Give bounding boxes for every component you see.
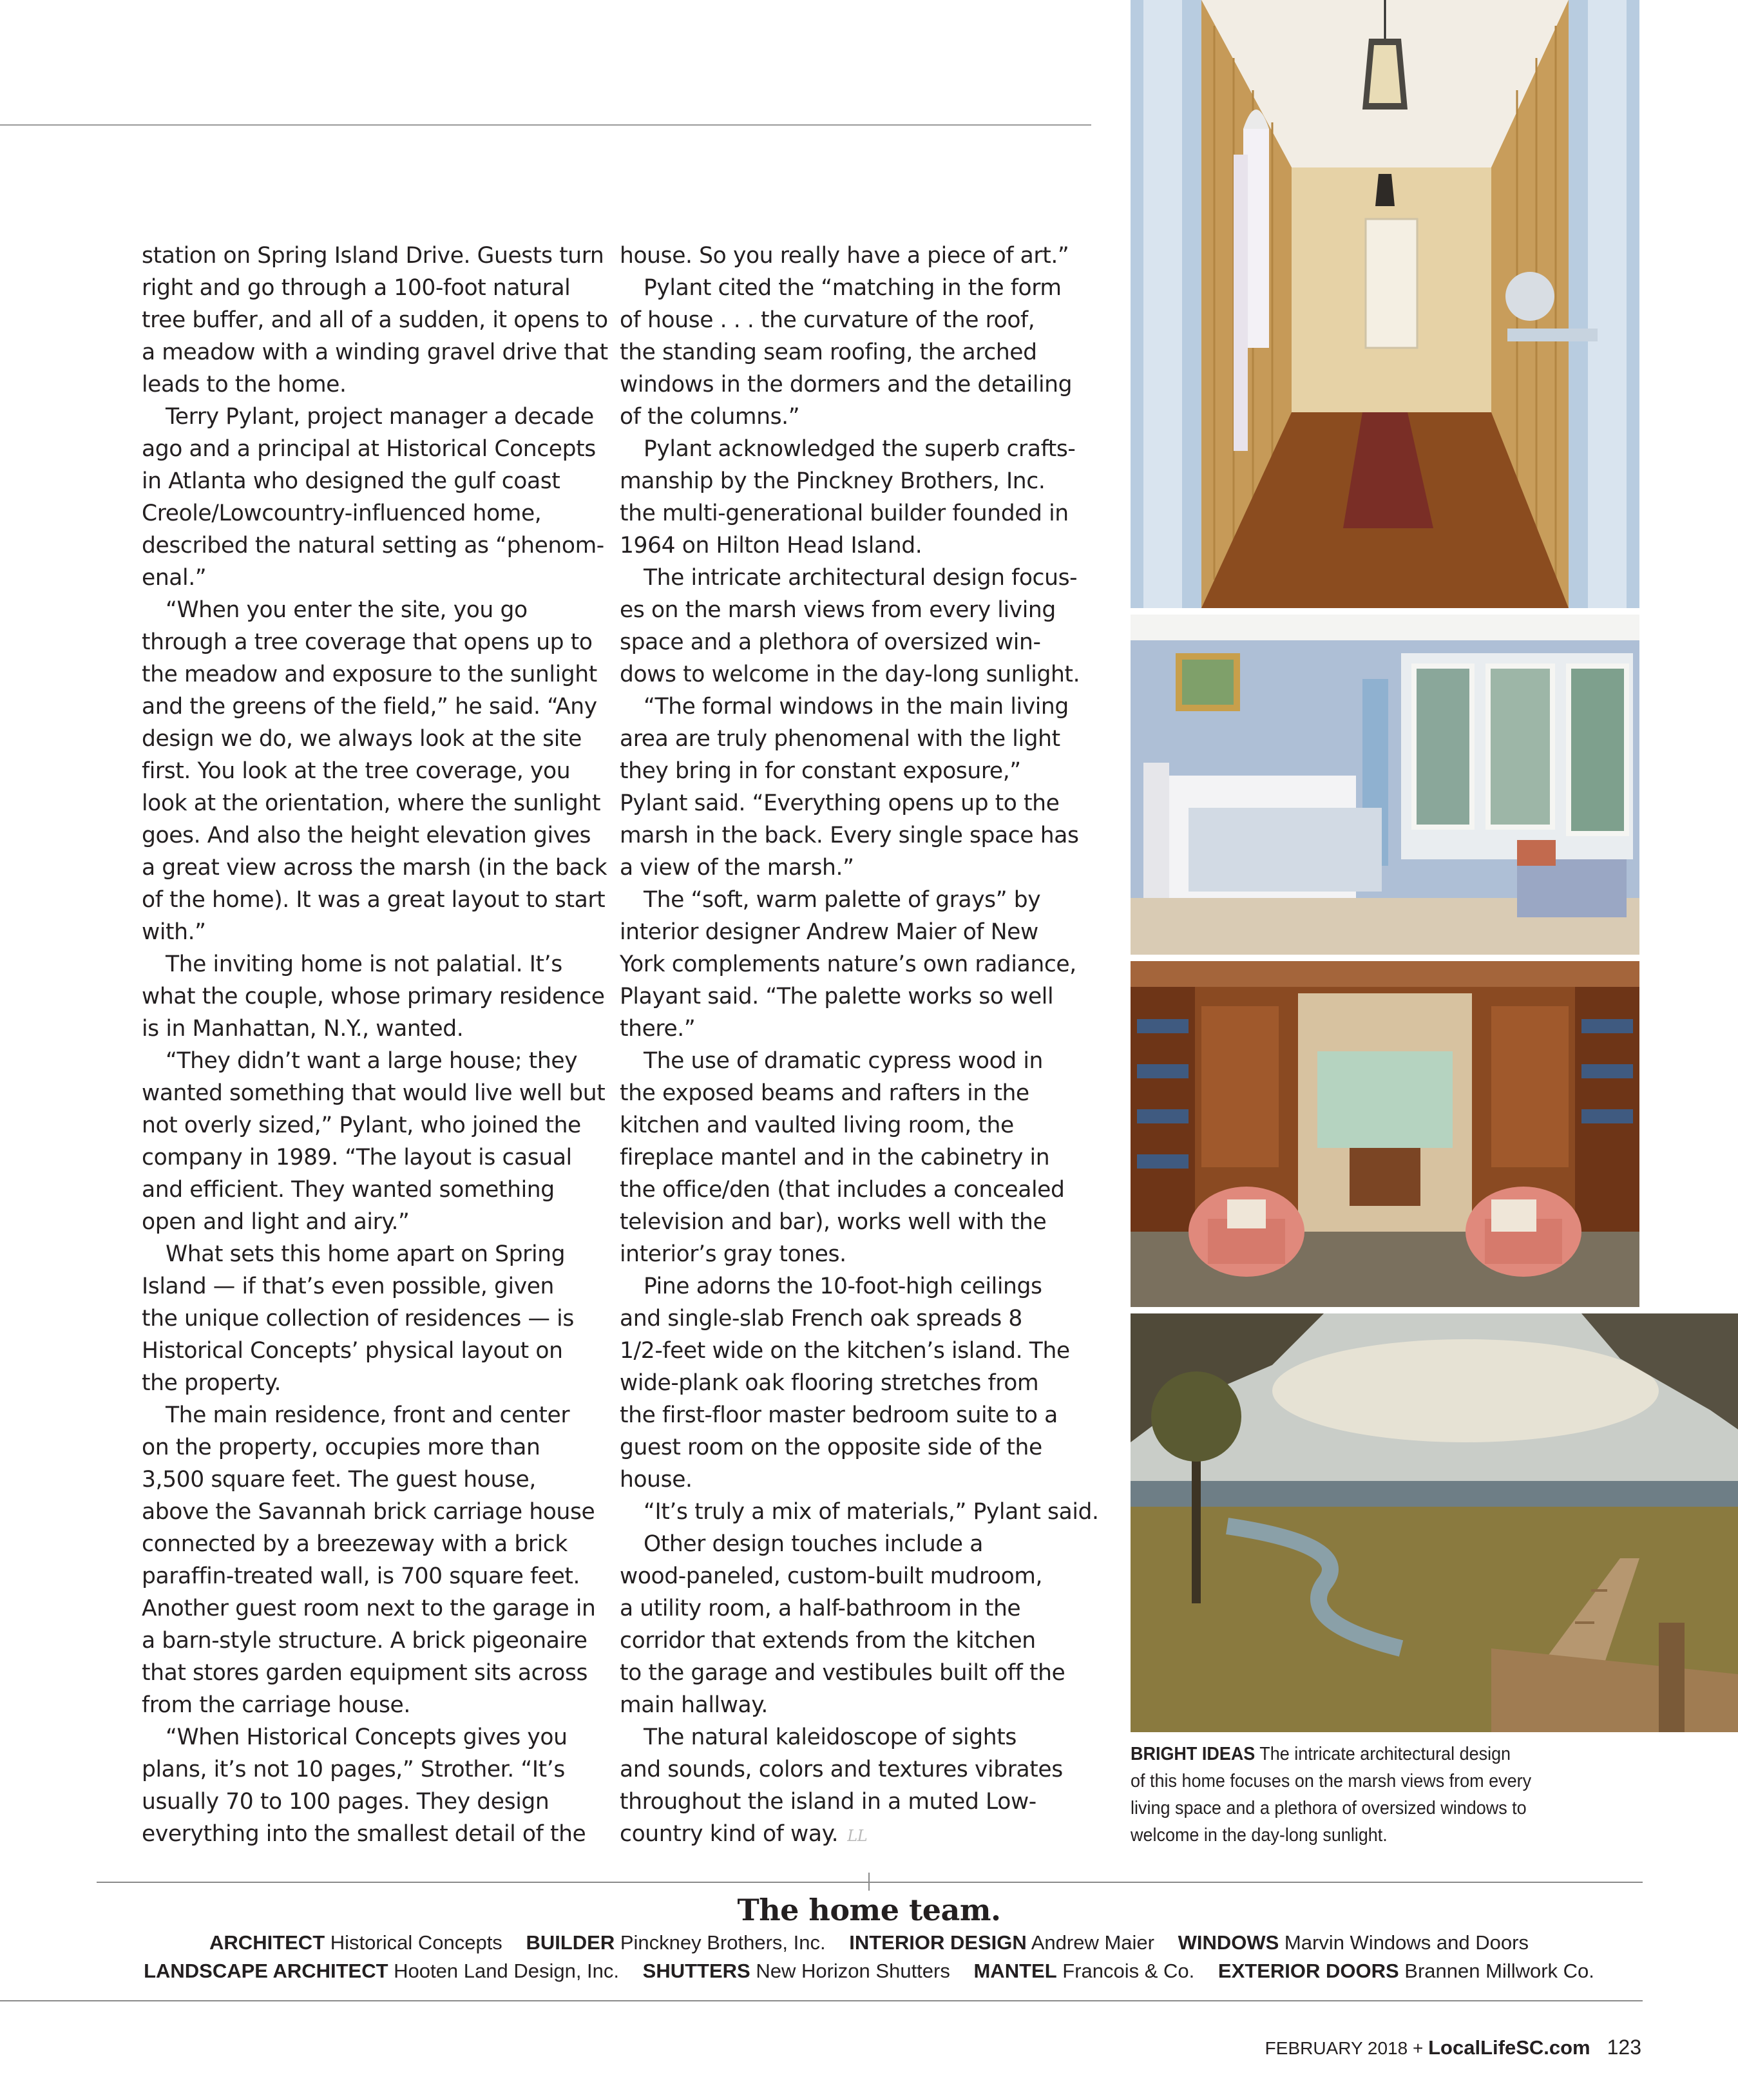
hallway-photo (1131, 0, 1639, 608)
article-line: “The formal windows in the main living (644, 694, 1069, 720)
article-line: Other design touches include a (644, 1531, 983, 1557)
article-line: everything into the smallest detail of the (142, 1821, 586, 1847)
article-line: and sounds, colors and textures vibrates (620, 1757, 1063, 1782)
article-line: a barn-style structure. A brick pigeonaire (142, 1628, 587, 1654)
article-line: Creole/Lowcountry-influenced home, (142, 501, 542, 526)
article-line: above the Savannah brick carriage house (142, 1499, 595, 1525)
credit-architect: ARCHITECT Historical Concepts (209, 1931, 502, 1954)
article-line: wanted something that would live well but (142, 1080, 606, 1106)
article-line: there.” (620, 1016, 696, 1042)
article-column-1 (142, 240, 606, 1850)
article-line: first. You look at the tree coverage, you (142, 758, 571, 784)
article-line: The natural kaleidoscope of sights (644, 1724, 1017, 1750)
article-line: What sets this home apart on Spring (166, 1241, 566, 1267)
article-line: the exposed beams and rafters in the (620, 1080, 1029, 1106)
article-line: design we do, we always look at the site (142, 726, 582, 752)
top-rule (0, 124, 1091, 126)
credit-windows: WINDOWS Marvin Windows and Doors (1178, 1931, 1529, 1954)
caption-line: of this home focuses on the marsh views from every (1131, 1771, 1532, 1791)
article-line: plans, it’s not 10 pages,” Strother. “It’s (142, 1757, 565, 1782)
article-line: through a tree coverage that opens up to (142, 629, 593, 655)
article-line: open and light and airy.” (142, 1209, 410, 1235)
article-line: a meadow with a winding gravel drive that (142, 339, 608, 365)
article-line: Pylant said. “Everything opens up to the (620, 790, 1060, 816)
article-line: guest room on the opposite side of the (620, 1435, 1042, 1460)
page-number: 123 (1607, 2036, 1641, 2059)
caption-line: living space and a plethora of oversized windows to (1131, 1798, 1527, 1818)
article-line: space and a plethora of oversized win- (620, 629, 1041, 655)
article-line: Terry Pylant, project manager a decade (166, 404, 594, 430)
article-line: the meadow and exposure to the sunlight (142, 662, 597, 687)
article-line: “It’s truly a mix of materials,” Pylant said. (644, 1499, 1099, 1525)
bottom-rule (0, 2000, 1643, 2001)
article-line: Historical Concepts’ physical layout on (142, 1338, 563, 1364)
article-line: station on Spring Island Drive. Guests turn (142, 243, 604, 269)
article-line: area are truly phenomenal with the light (620, 726, 1060, 752)
article-line: of house . . . the curvature of the roof, (620, 307, 1035, 333)
article-line: manship by the Pinckney Brothers, Inc. (620, 468, 1046, 494)
article-line: es on the marsh views from every living (620, 597, 1056, 623)
end-mark-icon: LL (847, 1827, 868, 1845)
article-line: right and go through a 100-foot natural (142, 275, 571, 301)
home-team-row-2 (0, 1960, 1738, 1983)
credit-mantel: MANTEL Francois & Co. (973, 1960, 1195, 1982)
article-line: corridor that extends from the kitchen (620, 1628, 1036, 1654)
article-line: “When Historical Concepts gives you (166, 1724, 568, 1750)
site-link[interactable]: LocalLifeSC.com (1428, 2036, 1590, 2059)
article-line: ago and a principal at Historical Concepts (142, 436, 596, 462)
article-line: throughout the island in a muted Low- (620, 1789, 1036, 1815)
credit-interior-design: INTERIOR DESIGN Andrew Maier (849, 1931, 1154, 1954)
article-line: house. So you really have a piece of art.” (620, 243, 1069, 269)
article-line: is in Manhattan, N.Y., wanted. (142, 1016, 464, 1042)
article-line: interior’s gray tones. (620, 1241, 846, 1267)
article-line: “They didn’t want a large house; they (166, 1048, 578, 1074)
article-line: that stores garden equipment sits across (142, 1660, 588, 1686)
article-line: the property. (142, 1370, 282, 1396)
article-line: house. (620, 1467, 692, 1493)
article-line: interior designer Andrew Maier of New (620, 919, 1038, 945)
article-line: marsh in the back. Every single space has (620, 823, 1079, 848)
article-line: country kind of way. LL (620, 1821, 868, 1847)
den-photo (1131, 961, 1639, 1307)
article-line: The “soft, warm palette of grays” by (644, 887, 1041, 913)
article-line: The intricate architectural design focus- (644, 565, 1078, 591)
article-line: York complements nature’s own radiance, (620, 951, 1076, 977)
article-line: tree buffer, and all of a sudden, it opens to (142, 307, 608, 333)
article-line: Pine adorns the 10-foot-high ceilings (644, 1274, 1042, 1299)
article-line: “When you enter the site, you go (166, 597, 528, 623)
article-line: the standing seam roofing, the arched (620, 339, 1037, 365)
page-footer (1265, 2036, 1641, 2059)
credit-shutters: SHUTTERS New Horizon Shutters (642, 1960, 950, 1982)
article-line: the unique collection of residences — is (142, 1306, 574, 1332)
article-line: television and bar), works well with the (620, 1209, 1047, 1235)
article-line: 1/2-feet wide on the kitchen’s island. The (620, 1338, 1070, 1364)
article-line: connected by a breezeway with a brick (142, 1531, 568, 1557)
caption-line: welcome in the day-long sunlight. (1131, 1825, 1388, 1846)
article-line: the office/den (that includes a concealed (620, 1177, 1065, 1203)
article-line: with.” (142, 919, 206, 945)
caption-head: BRIGHT IDEAS (1131, 1744, 1256, 1764)
article-line: Pylant acknowledged the superb crafts- (644, 436, 1076, 462)
article-line: kitchen and vaulted living room, the (620, 1112, 1014, 1138)
article-column-2 (620, 240, 1099, 1852)
credit-builder: BUILDER Pinckney Brothers, Inc. (526, 1931, 826, 1954)
article-line: dows to welcome in the day-long sunlight. (620, 662, 1080, 687)
article-line: look at the orientation, where the sunlight (142, 790, 601, 816)
article-line: and efficient. They wanted something (142, 1177, 555, 1203)
issue-date: FEBRUARY 2018 + (1265, 2038, 1429, 2058)
home-team-title: The home team. (737, 1893, 1001, 1927)
article-line: and the greens of the field,” he said. “Any (142, 694, 597, 720)
article-line: the multi-generational builder founded in (620, 501, 1069, 526)
article-line: a utility room, a half-bathroom in the (620, 1596, 1021, 1621)
article-line: of the home). It was a great layout to start (142, 887, 606, 913)
article-line: The inviting home is not palatial. It’s (166, 951, 562, 977)
bedroom-photo (1131, 615, 1639, 955)
credit-landscape-architect: LANDSCAPE ARCHITECT Hooten Land Design, Inc. (144, 1960, 620, 1982)
article-line: goes. And also the height elevation gives (142, 823, 591, 848)
article-line: from the carriage house. (142, 1692, 410, 1718)
home-team-row-1 (0, 1931, 1738, 1954)
article-line: the first-floor master bedroom suite to a (620, 1402, 1058, 1428)
article-line: Pylant cited the “matching in the form (644, 275, 1062, 301)
article-line: company in 1989. “The layout is casual (142, 1145, 572, 1170)
marsh-photo (1131, 1313, 1738, 1732)
credit-exterior-doors: EXTERIOR DOORS Brannen Millwork Co. (1218, 1960, 1594, 1982)
caption-line: The intricate architectural design (1255, 1744, 1511, 1764)
article-line: described the natural setting as “phenom- (142, 533, 604, 558)
article-line: The use of dramatic cypress wood in (644, 1048, 1044, 1074)
article-line: main hallway. (620, 1692, 768, 1718)
home-team-rule (97, 1882, 1643, 1883)
article-line: wood-paneled, custom-built mudroom, (620, 1563, 1043, 1589)
article-line: fireplace mantel and in the cabinetry in (620, 1145, 1050, 1170)
article-line: a view of the marsh.” (620, 855, 854, 881)
article-line: in Atlanta who designed the gulf coast (142, 468, 560, 494)
article-line: Island — if that’s even possible, given (142, 1274, 555, 1299)
article-line: on the property, occupies more than (142, 1435, 540, 1460)
article-line: what the couple, whose primary residence (142, 984, 605, 1009)
article-line: usually 70 to 100 pages. They design (142, 1789, 549, 1815)
article-line: they bring in for constant exposure,” (620, 758, 1021, 784)
article-line: 3,500 square feet. The guest house, (142, 1467, 536, 1493)
article-line: paraffin-treated wall, is 700 square feet. (142, 1563, 580, 1589)
photo-caption (1131, 1741, 1562, 1849)
article-line: a great view across the marsh (in the back (142, 855, 607, 881)
article-line: The main residence, front and center (166, 1402, 570, 1428)
article-line: enal.” (142, 565, 207, 591)
article-line: and single-slab French oak spreads 8 (620, 1306, 1022, 1332)
article-line: to the garage and vestibules built off the (620, 1660, 1065, 1686)
article-line: of the columns.” (620, 404, 800, 430)
article-line: Another guest room next to the garage in (142, 1596, 596, 1621)
article-line: Playant said. “The palette works so well (620, 984, 1054, 1009)
article-line: windows in the dormers and the detailing (620, 372, 1073, 397)
article-line: wide-plank oak flooring stretches from (620, 1370, 1039, 1396)
article-line: not overly sized,” Pylant, who joined the (142, 1112, 581, 1138)
article-line: 1964 on Hilton Head Island. (620, 533, 922, 558)
article-line: leads to the home. (142, 372, 347, 397)
